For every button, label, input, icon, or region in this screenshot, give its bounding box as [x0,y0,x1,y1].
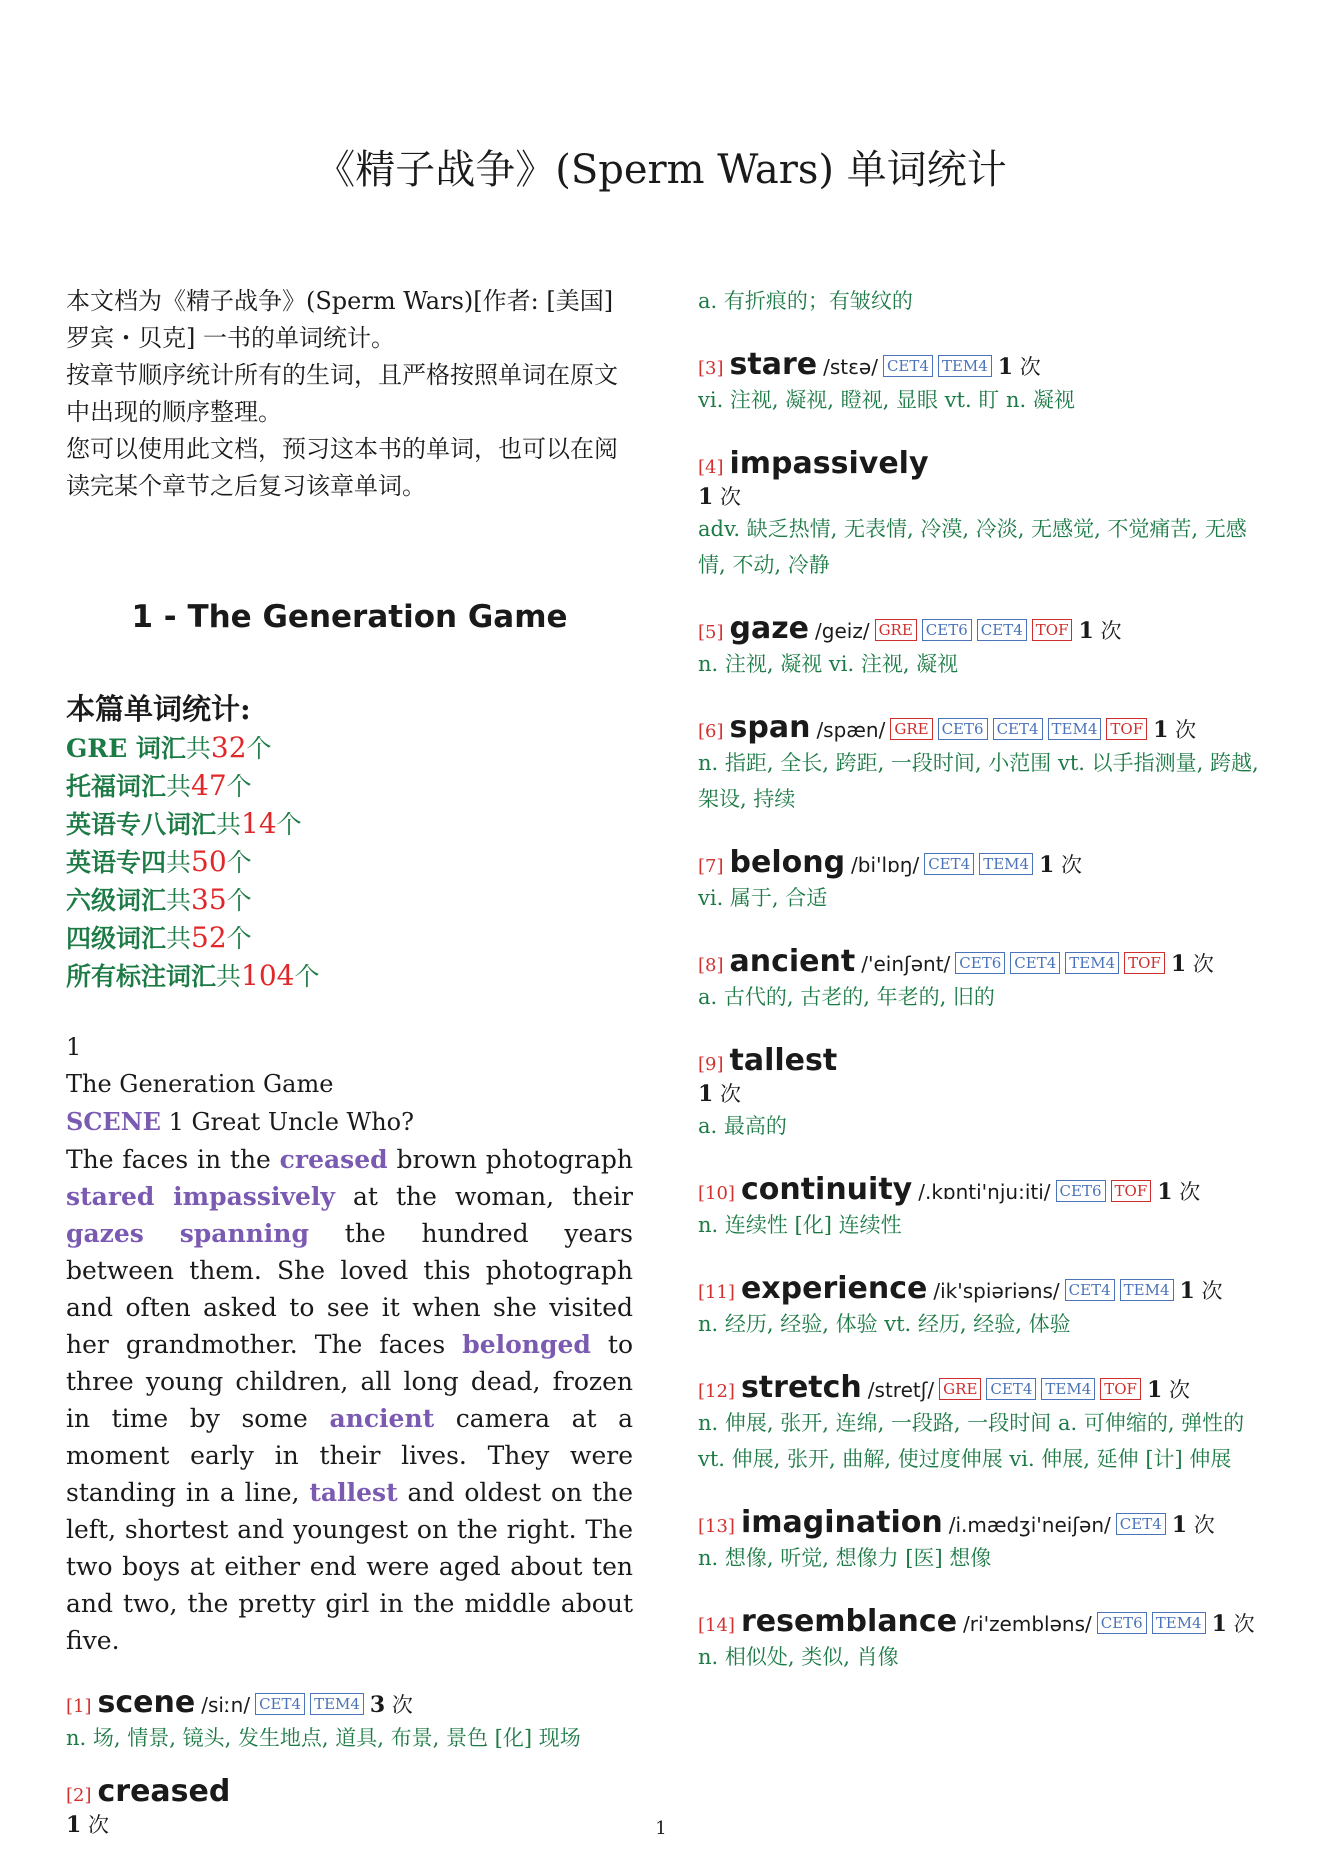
entry-phonetic: /i.mædʒi'neiʃən/ [948,1513,1111,1537]
stat-row [66,843,633,881]
count-number: 3 [369,1692,386,1718]
stat-unit: 个 [226,924,252,953]
passage-text: and oldest on the left, shortest and youngest on the right. The two boys at either end were aged about ten and two, the pretty girl in the middle about five. [66,1478,633,1655]
entries-right [698,283,1270,1675]
entry-count-line [698,481,1270,511]
stat-number: 50 [191,845,227,878]
highlighted-word: belonged [462,1330,591,1359]
entry-count [998,355,1041,379]
entry-index: [14] [698,1615,735,1636]
count-suffix: 次 [1226,1612,1255,1636]
entry-count [1153,718,1196,742]
entry-phonetic: /ik'spiəriəns/ [933,1279,1060,1303]
entry-headline [698,845,1270,880]
page-number: 1 [655,1818,667,1839]
stat-number: 35 [191,883,227,916]
entry-index: [10] [698,1183,735,1204]
level-tag: TEM4 [310,1693,364,1715]
entry-headline [698,1604,1270,1639]
entry-word: continuity [740,1172,913,1207]
vocab-entry [698,845,1270,916]
entry-index: [3] [698,358,724,379]
highlighted-word: ancient [329,1404,435,1433]
passage-subtitle: The Generation Game [66,1070,334,1098]
stat-number: 32 [210,731,247,764]
count-suffix: 次 [713,485,741,509]
stat-number: 14 [241,807,277,840]
level-tag: CET4 [255,1693,305,1715]
stats [66,689,633,995]
chapter-heading: 1 - The Generation Game [131,599,568,635]
entry-definition: n. 相似处, 类似, 肖像 [698,1645,899,1669]
entry-index: [7] [698,856,724,877]
right-column [698,283,1270,1675]
entry-word: ancient [729,944,856,979]
entry-count-line [698,1078,1270,1108]
entry-index: [9] [698,1054,724,1075]
entry-index: [13] [698,1516,735,1537]
stat-row [66,919,633,957]
entry-definition: vi. 注视, 凝视, 瞪视, 显眼 vt. 盯 n. 凝视 [698,388,1075,412]
count-suffix: 次 [713,1082,741,1106]
count-suffix: 次 [1013,355,1041,379]
level-tag: TEM4 [1041,1378,1095,1400]
highlighted-word: tallest [309,1478,398,1507]
entry-headline [698,1370,1270,1405]
level-tag: CET6 [1097,1612,1147,1634]
stat-name: 所有标注词汇 [66,962,217,991]
entry-phonetic: /spæn/ [816,718,886,742]
stat-name: 托福词汇 [66,772,167,801]
entry-count [1212,1612,1255,1636]
stat-mid: 共 [216,810,242,839]
passage-text: to three young children, all long dead, frozen in time by some [66,1330,633,1433]
document-title: 《精子战争》(Sperm Wars) 单词统计 [315,147,1007,193]
stat-mid: 共 [166,924,192,953]
stat-unit: 个 [276,810,302,839]
entry-count [1157,1180,1200,1204]
entry-word: scene [97,1685,196,1720]
level-tag: GRE [890,718,932,740]
level-tag: TOF [1124,952,1165,974]
vocab-entry [698,1043,1270,1144]
entry-phonetic: /ri'zembləns/ [963,1612,1092,1636]
entry-headline [698,1043,1270,1078]
entry-headline [698,347,1270,382]
intro [66,283,633,505]
entry-definition: n. 连续性 [化] 连续性 [698,1213,902,1237]
intro-paragraph: 按章节顺序统计所有的生词，且严格按照单词在原文中出现的顺序整理。 [66,361,618,426]
level-tag: TEM4 [1048,718,1102,740]
entry-definition: n. 经历, 经验, 体验 vt. 经历, 经验, 体验 [698,1312,1071,1336]
stats-title: 本篇单词统计: [66,692,251,726]
stat-row [66,729,633,767]
passage-text: camera at a moment early in their lives. They were standing in a line, [66,1404,633,1507]
entry-index: [1] [66,1696,92,1717]
entry-word: belong [729,845,846,880]
stat-unit: 个 [226,848,252,877]
count-suffix: 次 [1054,853,1083,877]
count-number: 1 [1153,717,1169,743]
level-tag: TEM4 [979,853,1033,875]
entry-headline [698,611,1270,646]
entry-headline [66,1685,633,1720]
count-number: 1 [1146,1377,1163,1403]
level-tag: CET4 [924,853,974,875]
entry-index: [8] [698,955,724,976]
count-suffix: 次 [1186,952,1214,976]
highlighted-word: spanning [179,1219,309,1248]
stat-mid: 共 [166,772,192,801]
entry-word: span [729,710,811,745]
stat-name: 英语专四 [66,848,167,877]
highlighted-word: gazes [66,1219,144,1248]
count-number: 1 [1211,1611,1227,1637]
entry-index: [2] [66,1785,92,1806]
level-tag: TEM4 [1065,952,1119,974]
entry-definition: n. 伸展, 张开, 连绵, 一段路, 一段时间 a. 可伸缩的, 弹性的 vt. 伸展, 张开, 曲解, 使过度伸展 vi. 伸展, 延伸 [计] 伸展 [698,1411,1245,1471]
count-number: 1 [1170,951,1187,977]
vocab-entry [698,1604,1270,1675]
passage-text: brown photograph [387,1145,633,1174]
level-tag: GRE [875,619,917,641]
level-tag: TOF [1100,1378,1141,1400]
passage-text: the hundred years between them. She loved this photograph and often asked to see it when she visited her grandmother. The faces [66,1219,633,1359]
count-suffix: 次 [385,1693,413,1717]
entry-count [1172,1513,1215,1537]
count-suffix: 次 [1162,1378,1190,1402]
count-suffix: 次 [1168,718,1197,742]
vocab-entry [698,1370,1270,1477]
entry-headline [698,1271,1270,1306]
passage-text [144,1219,180,1248]
entry-word: impassively [729,446,929,481]
intro-paragraph: 本文档为《精子战争》(Sperm Wars)[作者: [美国] 罗宾・贝克] 一书的单词统计。 [66,287,614,352]
level-tag: CET4 [1116,1513,1166,1535]
vocab-entry [698,446,1270,583]
level-tag: TOF [1106,718,1147,740]
highlighted-word: creased [279,1145,388,1174]
entry-phonetic: /stretʃ/ [867,1378,935,1402]
level-tag: CET4 [1065,1279,1115,1301]
intro-paragraph: 您可以使用此文档，预习这本书的单词，也可以在阅读完某个章节之后复习该章单词。 [66,435,618,500]
entry-count [1147,1378,1190,1402]
count-number: 1 [1157,1179,1173,1205]
entry-headline [698,944,1270,979]
scene-word: SCENE [66,1107,161,1136]
stat-unit: 个 [226,886,252,915]
entry-phonetic: /stɛə/ [823,355,878,379]
entry-phonetic: /siːn/ [201,1693,251,1717]
entry-definition: vi. 属于, 合适 [698,886,828,910]
count-number: 1 [1171,1512,1188,1538]
scene-line [66,1103,633,1141]
entry-word: stare [729,347,818,382]
count-number: 1 [698,1081,714,1107]
level-tag: CET4 [977,619,1027,641]
entry-word: experience [740,1271,928,1306]
level-tag: CET4 [986,1378,1036,1400]
entry-phonetic: /'einʃənt/ [861,952,951,976]
entry-phonetic: /.kɒnti'nju:iti/ [918,1180,1051,1204]
stat-row [66,881,633,919]
stat-unit: 个 [226,772,252,801]
level-tag: TOF [1111,1180,1152,1202]
entry-count [1078,619,1121,643]
level-tag: TEM4 [938,355,992,377]
scene-rest: 1 Great Uncle Who? [160,1108,414,1136]
level-tag: CET4 [883,355,933,377]
entry-count [1039,853,1082,877]
entry-phonetic: /geiz/ [815,619,870,643]
count-number: 1 [997,354,1014,380]
vocab-entry [698,1505,1270,1576]
entry-count [698,1082,741,1106]
entry-word: tallest [729,1043,838,1078]
stat-row [66,805,633,843]
stat-name: 英语专八词汇 [66,810,217,839]
count-suffix: 次 [81,1813,109,1837]
stats-rows [66,729,633,995]
level-tag: CET4 [1010,952,1060,974]
level-tag: GRE [939,1378,981,1400]
stat-mid: 共 [166,886,192,915]
entry-count [1180,1279,1223,1303]
entry-count [370,1693,413,1717]
stat-unit: 个 [246,734,272,763]
entry-definition: n. 指距, 全长, 跨距, 一段时间, 小范围 vt. 以手指测量, 跨越, 架设, 持续 [698,751,1259,811]
level-tag: TEM4 [1152,1612,1206,1634]
entry-word: imagination [740,1505,943,1540]
count-number: 1 [66,1812,82,1838]
entry-index: [5] [698,622,724,643]
count-suffix: 次 [1194,1279,1223,1303]
entry-headline [698,1172,1270,1207]
level-tag: CET6 [922,619,972,641]
entry-phonetic: /bi'lɒŋ/ [851,853,920,877]
passage [66,1029,633,1659]
count-suffix: 次 [1093,619,1122,643]
passage-text: The faces in the [66,1145,280,1174]
count-suffix: 次 [1187,1513,1215,1537]
entry-word: stretch [740,1370,862,1405]
stat-mid: 共 [166,848,192,877]
count-number: 1 [1039,852,1055,878]
entry-definition: n. 注视, 凝视 vi. 注视, 凝视 [698,652,959,676]
stat-row [66,957,633,995]
level-tag: TEM4 [1120,1279,1174,1301]
vocab-entry [698,347,1270,418]
vocab-entry [698,710,1270,817]
entry-index: [6] [698,721,724,742]
count-suffix: 次 [1172,1180,1201,1204]
level-tag: TOF [1032,619,1073,641]
vocab-entry [698,1172,1270,1243]
entry-definition: adv. 缺乏热情, 无表情, 冷漠, 冷淡, 无感觉, 不觉痛苦, 无感情, 不动, 冷静 [698,517,1247,577]
count-number: 1 [1179,1278,1195,1304]
stat-name: 六级词汇 [66,886,167,915]
entry-definition: a. 有折痕的；有皱纹的 [698,289,913,313]
entry-count [698,485,741,509]
entry-definition: n. 场, 情景, 镜头, 发生地点, 道具, 布景, 景色 [化] 现场 [66,1726,581,1750]
stat-name: GRE 词汇 [66,734,186,763]
level-tag: CET6 [938,718,988,740]
entry-definition: a. 古代的, 古老的, 年老的, 旧的 [698,985,995,1009]
stat-row [66,767,633,805]
entry-headline [698,710,1270,745]
passage-text: at the woman, their [334,1182,633,1211]
stat-number: 104 [241,959,295,992]
count-number: 1 [698,484,714,510]
entry-index: [11] [698,1282,735,1303]
entry-count [1171,952,1214,976]
stat-unit: 个 [294,962,320,991]
entry-definition: n. 想像, 听觉, 想像力 [医] 想像 [698,1546,992,1570]
level-tag: CET6 [955,952,1005,974]
entry-index: [12] [698,1381,735,1402]
entry-word: creased [97,1774,231,1809]
entry-word: gaze [729,611,810,646]
stat-mid: 共 [216,962,242,991]
stat-number: 47 [191,769,227,802]
stat-mid: 共 [185,734,211,763]
entries-left [66,1685,633,1839]
stat-name: 四级词汇 [66,924,167,953]
passage-number: 1 [66,1033,82,1061]
entry-headline [66,1774,633,1809]
vocab-entry [698,1271,1270,1342]
left-column [66,283,633,1839]
stat-number: 52 [191,921,227,954]
highlighted-word: stared impassively [66,1182,335,1211]
vocab-entry [698,944,1270,1015]
entry-word: resemblance [740,1604,958,1639]
level-tag: CET6 [1056,1180,1106,1202]
vocab-entry [698,611,1270,682]
level-tag: CET4 [993,718,1043,740]
passage-body [66,1141,633,1659]
count-number: 1 [1078,618,1094,644]
entry-headline [698,446,1270,481]
entry-headline [698,1505,1270,1540]
entry-definition: a. 最高的 [698,1114,787,1138]
vocab-entry [66,1685,633,1756]
entry-index: [4] [698,457,724,478]
